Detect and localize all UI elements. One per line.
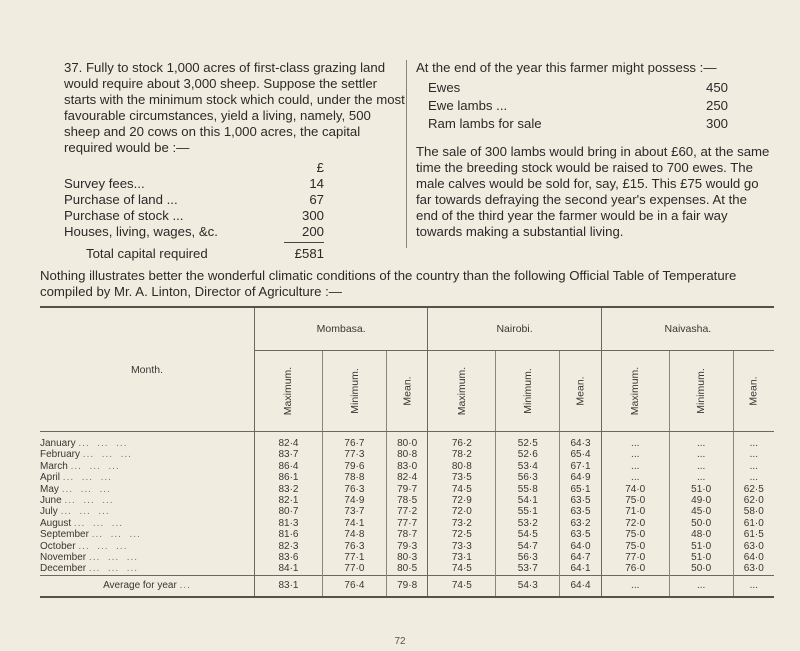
value-cell: 79·6 (322, 461, 386, 472)
value-cell: 52·5 (496, 438, 560, 449)
average-cell: ... (669, 575, 733, 597)
possess-intro: At the end of the year this farmer might possess :— (416, 60, 717, 75)
value-cell: 80·7 (255, 506, 323, 517)
value-cell: 73·2 (428, 518, 496, 529)
value-cell: 83·6 (255, 552, 323, 563)
value-cell: 81·6 (255, 529, 323, 540)
value-cell: 77·1 (322, 552, 386, 563)
value-cell: 72·5 (428, 529, 496, 540)
month-cell: February ... ... ... (40, 449, 132, 461)
value-cell: 63·5 (560, 529, 602, 540)
value-cell: ... (733, 438, 774, 449)
subheading-min: Minimum. (669, 351, 733, 432)
value-cell: 76·3 (322, 541, 386, 552)
stock-row (428, 80, 728, 98)
value-cell: 64·3 (560, 438, 602, 449)
month-column-heading: Month. (40, 307, 255, 432)
value-cell: 77·0 (322, 563, 386, 575)
cost-label: Purchase of land ... (64, 192, 178, 207)
value-cell: 58·0 (733, 506, 774, 517)
value-cell: 73·1 (428, 552, 496, 563)
value-cell: 74·1 (322, 518, 386, 529)
value-cell: 62·5 (733, 484, 774, 495)
value-cell: 52·6 (496, 449, 560, 460)
total-label: Total capital required (86, 246, 208, 261)
value-cell: 79·3 (386, 541, 428, 552)
value-cell: 75·0 (601, 541, 669, 552)
value-cell: 83·0 (386, 461, 428, 472)
average-label: Average for year ... (40, 575, 255, 597)
value-cell: 76·7 (322, 438, 386, 449)
value-cell: 54·1 (496, 495, 560, 506)
value-cell: 64·9 (560, 472, 602, 483)
column-divider (406, 60, 407, 248)
value-cell: 72·0 (428, 506, 496, 517)
value-cell: 74·8 (322, 529, 386, 540)
value-cell: 74·5 (428, 563, 496, 575)
month-cell: April ... ... ... (40, 472, 112, 484)
value-cell: 51·0 (669, 541, 733, 552)
month-cell: June ... ... ... (40, 495, 114, 507)
cost-value: 300 (301, 208, 324, 223)
value-cell: 56·3 (496, 552, 560, 563)
value-cell: 80·5 (386, 563, 428, 575)
value-cell: 77·0 (601, 552, 669, 563)
cost-label: Purchase of stock ... (64, 208, 184, 223)
stock-label: Ewes (428, 80, 461, 95)
value-cell: ... (601, 449, 669, 460)
average-cell: 64·4 (560, 575, 602, 597)
value-cell: 48·0 (669, 529, 733, 540)
value-cell: 63·0 (733, 563, 774, 575)
value-cell: 55·1 (496, 506, 560, 517)
value-cell: 63·5 (560, 506, 602, 517)
value-cell: 77·7 (386, 518, 428, 529)
value-cell: 75·0 (601, 495, 669, 506)
value-cell: ... (733, 472, 774, 483)
value-cell: 74·0 (601, 484, 669, 495)
value-cell: 50·0 (669, 518, 733, 529)
value-cell: 56·3 (496, 472, 560, 483)
value-cell: 45·0 (669, 506, 733, 517)
value-cell: 75·0 (601, 529, 669, 540)
table-row (40, 484, 774, 495)
value-cell: 80·8 (428, 461, 496, 472)
stock-label: Ewe lambs ... (428, 98, 508, 113)
temperature-table (40, 306, 774, 598)
value-cell: 86·1 (255, 472, 323, 483)
stock-row (428, 116, 728, 134)
value-cell: 72·0 (601, 518, 669, 529)
average-cell: ... (733, 575, 774, 597)
value-cell: 82·1 (255, 495, 323, 506)
value-cell: 62·0 (733, 495, 774, 506)
cost-row (64, 208, 324, 224)
capital-table (64, 160, 324, 262)
value-cell: 65·1 (560, 484, 602, 495)
average-cell: 76·4 (322, 575, 386, 597)
value-cell: ... (733, 449, 774, 460)
subheading-mean: Mean. (386, 351, 428, 432)
table-row (40, 506, 774, 517)
value-cell: 77·3 (322, 449, 386, 460)
value-cell: 61·0 (733, 518, 774, 529)
month-cell: September ... ... ... (40, 529, 141, 541)
value-cell: 72·9 (428, 495, 496, 506)
subheading-max: Maximum. (428, 351, 496, 432)
value-cell: 64·0 (733, 552, 774, 563)
value-cell: 63·0 (733, 541, 774, 552)
value-cell: 51·0 (669, 552, 733, 563)
capital-paragraph: 37. Fully to stock 1,000 acres of first-class grazing land would require about 3,000 sheep. Suppose the settler starts with the minimum stock which could, under the most favourable circumstances, yield a living, namely, 500 sheep and 20 cows on this 1,000 acres, the capital required would be :— (64, 60, 405, 155)
value-cell: 74·9 (322, 495, 386, 506)
table-row (40, 518, 774, 529)
subheading-min: Minimum. (322, 351, 386, 432)
value-cell: ... (601, 461, 669, 472)
value-cell: ... (733, 461, 774, 472)
table-row (40, 461, 774, 472)
value-cell: 65·4 (560, 449, 602, 460)
mombasa-heading: Mombasa. (255, 307, 428, 351)
month-cell: August ... ... ... (40, 517, 124, 529)
total-row (64, 246, 324, 262)
table-row (40, 438, 774, 449)
stock-list (428, 80, 728, 134)
stock-value: 300 (705, 116, 728, 131)
right-column (416, 60, 772, 240)
cost-value: 200 (301, 224, 324, 239)
month-cell: May ... ... ... (40, 483, 111, 495)
value-cell: 78·7 (386, 529, 428, 540)
month-cell: October ... ... ... (40, 540, 128, 552)
value-cell: ... (669, 472, 733, 483)
value-cell: 84·1 (255, 563, 323, 575)
value-cell: 77·2 (386, 506, 428, 517)
subheading-max: Maximum. (601, 351, 669, 432)
value-cell: 55·8 (496, 484, 560, 495)
cost-label: Houses, living, wages, &c. (64, 224, 218, 239)
month-cell: July ... ... ... (40, 506, 110, 518)
value-cell: 67·1 (560, 461, 602, 472)
average-cell: 54·3 (496, 575, 560, 597)
average-cell: 83·1 (255, 575, 323, 597)
nairobi-heading: Nairobi. (428, 307, 601, 351)
subheading-max: Maximum. (255, 351, 323, 432)
table-row (40, 449, 774, 460)
total-value: £581 (294, 246, 324, 261)
stock-value: 250 (705, 98, 728, 113)
cost-value: 67 (309, 192, 324, 207)
total-rule (284, 242, 324, 243)
value-cell: 64·7 (560, 552, 602, 563)
subheading-min: Minimum. (496, 351, 560, 432)
value-cell: 82·4 (255, 438, 323, 449)
value-cell: 64·1 (560, 563, 602, 575)
value-cell: 73·7 (322, 506, 386, 517)
value-cell: 80·0 (386, 438, 428, 449)
value-cell: 53·2 (496, 518, 560, 529)
naivasha-heading: Naivasha. (601, 307, 774, 351)
value-cell: 76·2 (428, 438, 496, 449)
table-row (40, 541, 774, 552)
value-cell: 80·8 (386, 449, 428, 460)
subheading-mean: Mean. (560, 351, 602, 432)
value-cell: 61·5 (733, 529, 774, 540)
stock-value: 450 (705, 80, 728, 95)
left-column (64, 60, 406, 262)
value-cell: 76·0 (601, 563, 669, 575)
value-cell: ... (669, 449, 733, 460)
value-cell: 73·5 (428, 472, 496, 483)
value-cell: ... (669, 461, 733, 472)
subheading-mean: Mean. (733, 351, 774, 432)
month-cell: November ... ... ... (40, 552, 139, 564)
value-cell: 83·7 (255, 449, 323, 460)
value-cell: 51·0 (669, 484, 733, 495)
month-cell: March ... ... ... (40, 460, 120, 472)
value-cell: 78·5 (386, 495, 428, 506)
table-row (40, 472, 774, 483)
cost-row (64, 224, 324, 240)
value-cell: 63·2 (560, 518, 602, 529)
page-number: 72 (394, 636, 406, 647)
value-cell: 76·3 (322, 484, 386, 495)
value-cell: ... (601, 438, 669, 449)
value-cell: 64·0 (560, 541, 602, 552)
cost-label: Survey fees... (64, 176, 145, 191)
value-cell: 82·3 (255, 541, 323, 552)
table-row (40, 529, 774, 540)
month-cell: January ... ... ... (40, 438, 128, 449)
stock-row (428, 98, 728, 116)
cost-value: 14 (309, 176, 324, 191)
table-intro: Nothing illustrates better the wonderful climatic conditions of the country than the following Official Table of Temperature compiled by Mr. A. Linton, Director of Agriculture :— (40, 268, 737, 299)
value-cell: 82·4 (386, 472, 428, 483)
value-cell: 50·0 (669, 563, 733, 575)
value-cell: 71·0 (601, 506, 669, 517)
value-cell: 81·3 (255, 518, 323, 529)
average-row (40, 575, 774, 597)
table-row (40, 563, 774, 575)
currency-heading: £ (316, 160, 324, 175)
value-cell: 80·3 (386, 552, 428, 563)
stock-label: Ram lambs for sale (428, 116, 542, 131)
value-cell: 53·4 (496, 461, 560, 472)
average-cell: 74·5 (428, 575, 496, 597)
table-row (40, 495, 774, 506)
cost-row (64, 176, 324, 192)
value-cell: 78·2 (428, 449, 496, 460)
average-cell: ... (601, 575, 669, 597)
value-cell: 83·2 (255, 484, 323, 495)
value-cell: ... (669, 438, 733, 449)
value-cell: 78·8 (322, 472, 386, 483)
value-cell: 63·5 (560, 495, 602, 506)
value-cell: 49·0 (669, 495, 733, 506)
value-cell: 73·3 (428, 541, 496, 552)
value-cell: 53·7 (496, 563, 560, 575)
average-cell: 79·8 (386, 575, 428, 597)
value-cell: 54·7 (496, 541, 560, 552)
month-cell: December ... ... ... (40, 563, 139, 575)
value-cell: 79·7 (386, 484, 428, 495)
cost-row (64, 192, 324, 208)
value-cell: 74·5 (428, 484, 496, 495)
lambs-paragraph: The sale of 300 lambs would bring in about £60, at the same time the breeding stock would be raised to 700 ewes. The male calves would be sold for, say, £15. This £75 would go far towards defraying the second year's expenses. At the end of the third year the farmer would be in a fair way towards making a substantial living. (416, 144, 770, 239)
value-cell: 54·5 (496, 529, 560, 540)
value-cell: 86·4 (255, 461, 323, 472)
value-cell: ... (601, 472, 669, 483)
table-row (40, 552, 774, 563)
